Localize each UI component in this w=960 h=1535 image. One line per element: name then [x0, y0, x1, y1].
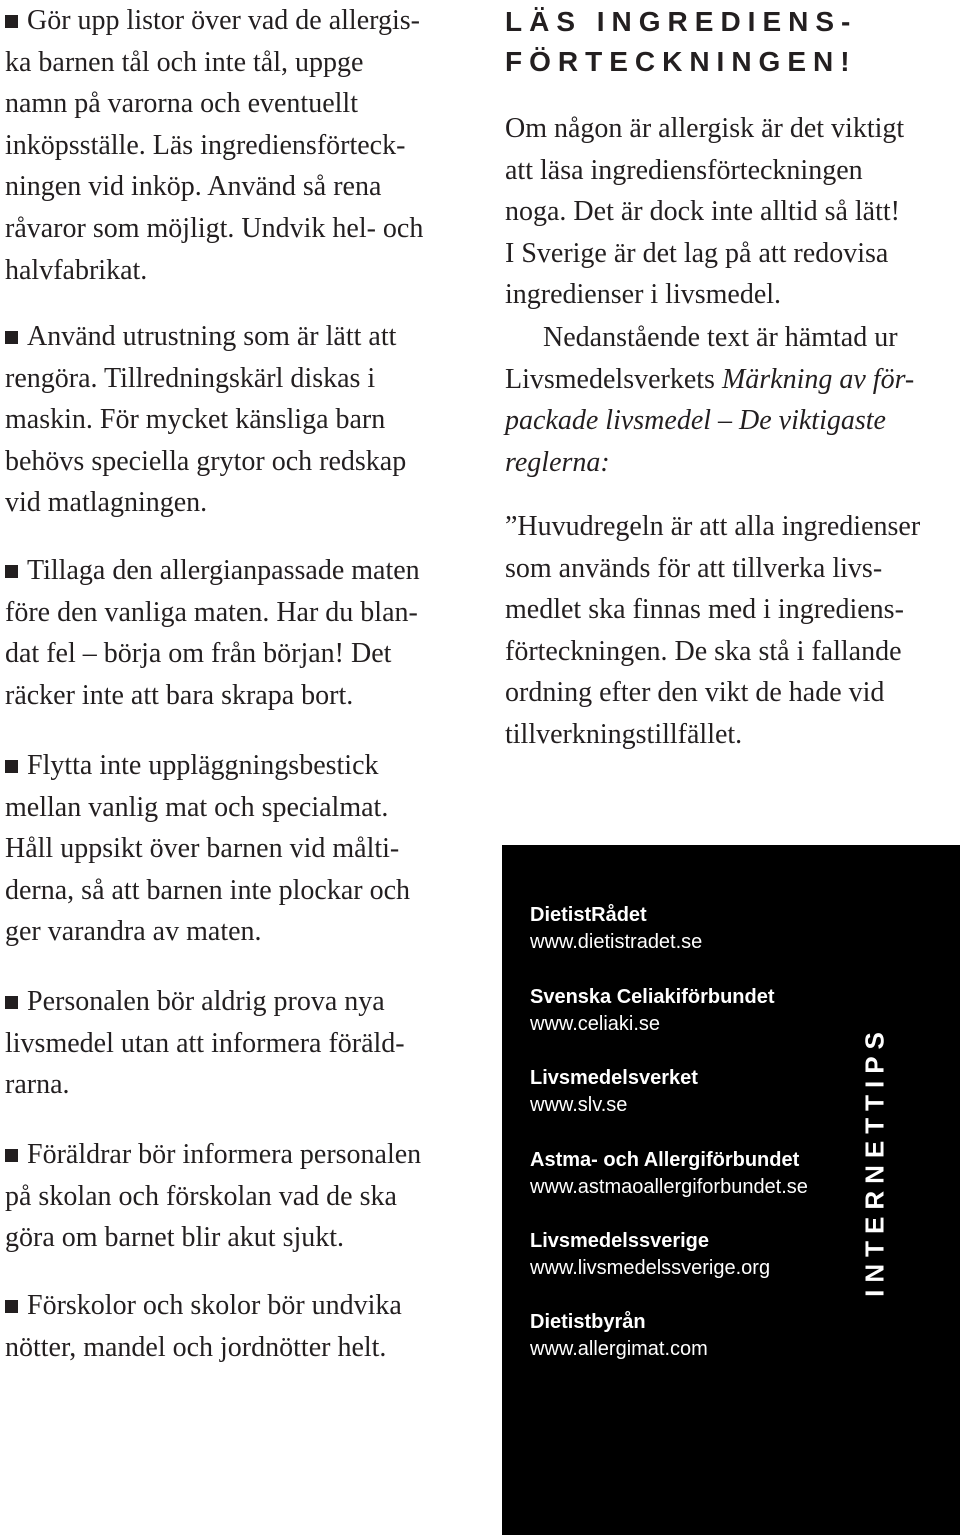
advice-line: ka barnen tål och inte tål, uppge [5, 46, 364, 78]
org-url-link[interactable]: www.astmaoallergiforbundet.se [530, 1176, 808, 1198]
org-name: Livsmedelsverket [530, 1067, 698, 1089]
link-entry-dietistradet [530, 902, 702, 956]
advice-line: på skolan och förskolan vad de ska [5, 1180, 397, 1212]
internet-tips-label: INTERNETTIPS [859, 1025, 890, 1297]
advice-line: göra om barnet blir akut sjukt. [5, 1222, 345, 1254]
advice-line: namn på varorna och eventuellt [5, 88, 358, 120]
advice-line: Föräldrar bör informera personalen [5, 1134, 421, 1176]
advice-line: Personalen bör aldrig prova nya [5, 981, 405, 1023]
square-bullet-icon [5, 15, 18, 28]
quote-paragraph: ”Huvudregeln är att alla ingredienser som används för att tillverka livs- medlet ska finnas med i ingrediens- förteckningen. De ska stå i fallande ordning efter den vikt de hade vid tillverkningstillfället. [505, 511, 921, 750]
advice-line: halvfabrikat. [5, 254, 148, 286]
link-entry-celiaki [530, 984, 775, 1038]
square-bullet-icon [5, 996, 18, 1009]
advice-line: Använd utrustning som är lätt att [5, 316, 406, 358]
advice-line: Tillaga den allergianpassade maten [5, 550, 420, 592]
advice-line: nötter, mandel och jordnötter helt. [5, 1331, 387, 1363]
square-bullet-icon [5, 565, 18, 578]
square-bullet-icon [5, 760, 18, 773]
org-url-link[interactable]: www.slv.se [530, 1094, 628, 1116]
advice-item [5, 1134, 421, 1259]
advice-line: Håll uppsikt över barnen vid målti- [5, 833, 400, 865]
org-name: Dietistbyrån [530, 1311, 646, 1333]
source-paragraph: Nedanstående text är hämtad ur Livsmedelsverkets Märkning av för- packade livsmedel – De viktigaste reglerna: [505, 322, 915, 478]
org-url-link[interactable]: www.allergimat.com [530, 1338, 708, 1360]
advice-item [5, 0, 423, 291]
org-name: Livsmedelssverige [530, 1230, 709, 1252]
link-entry-slv [530, 1065, 698, 1119]
advice-line: inköpsställe. Läs ingrediensförteck- [5, 129, 406, 161]
advice-line: livsmedel utan att informera föräld- [5, 1027, 405, 1059]
advice-line: rengöra. Tillredningskärl diskas i [5, 362, 376, 394]
org-url-link[interactable]: www.dietistradet.se [530, 931, 703, 953]
advice-item [5, 745, 410, 953]
advice-item [5, 981, 405, 1106]
org-url-link[interactable]: www.livsmedelssverige.org [530, 1257, 771, 1279]
advice-line: derna, så att barnen inte plockar och [5, 874, 411, 906]
advice-item [5, 550, 420, 716]
advice-line: råvaror som möjligt. Undvik hel- och [5, 212, 424, 244]
intro-paragraph: Om någon är allergisk är det viktigt att läsa ingrediensförteckningen noga. Det är dock inte alltid så lätt! I Sverige är det lag på att redovisa ingredienser i livsmedel. [505, 113, 905, 311]
link-entry-dietistbyran [530, 1309, 708, 1363]
advice-line: rarna. [5, 1069, 70, 1101]
advice-item [5, 316, 406, 524]
advice-line: ningen vid inköp. Använd så rena [5, 171, 382, 203]
link-entry-livsmedelssverige [530, 1228, 770, 1282]
org-name: Svenska Celiakiförbundet [530, 986, 775, 1008]
org-name: Astma- och Allergiförbundet [530, 1149, 800, 1171]
org-url-link[interactable]: www.celiaki.se [530, 1013, 661, 1035]
advice-line: dat fel – börja om från början! Det [5, 638, 392, 670]
square-bullet-icon [5, 1149, 18, 1162]
org-name: DietistRådet [530, 904, 647, 926]
advice-line: mellan vanlig mat och specialmat. [5, 791, 389, 823]
advice-line: behövs speciella grytor och redskap [5, 445, 407, 477]
link-entry-astma [530, 1147, 808, 1201]
square-bullet-icon [5, 331, 18, 344]
advice-line: maskin. För mycket känsliga barn [5, 404, 386, 436]
section-heading: LÄS INGREDIENS- FÖRTECKNINGEN! [505, 6, 858, 77]
square-bullet-icon [5, 1300, 18, 1313]
advice-line: före den vanliga maten. Har du blan- [5, 596, 418, 628]
internet-tips-box [502, 845, 960, 1535]
advice-item [5, 1285, 402, 1368]
advice-line: ger varandra av maten. [5, 916, 262, 948]
advice-line: Gör upp listor över vad de allergis- [5, 0, 423, 42]
advice-line: vid matlagningen. [5, 487, 208, 519]
advice-line: Förskolor och skolor bör undvika [5, 1285, 402, 1327]
advice-line: räcker inte att bara skrapa bort. [5, 679, 354, 711]
advice-line: Flytta inte uppläggningsbestick [5, 745, 410, 787]
